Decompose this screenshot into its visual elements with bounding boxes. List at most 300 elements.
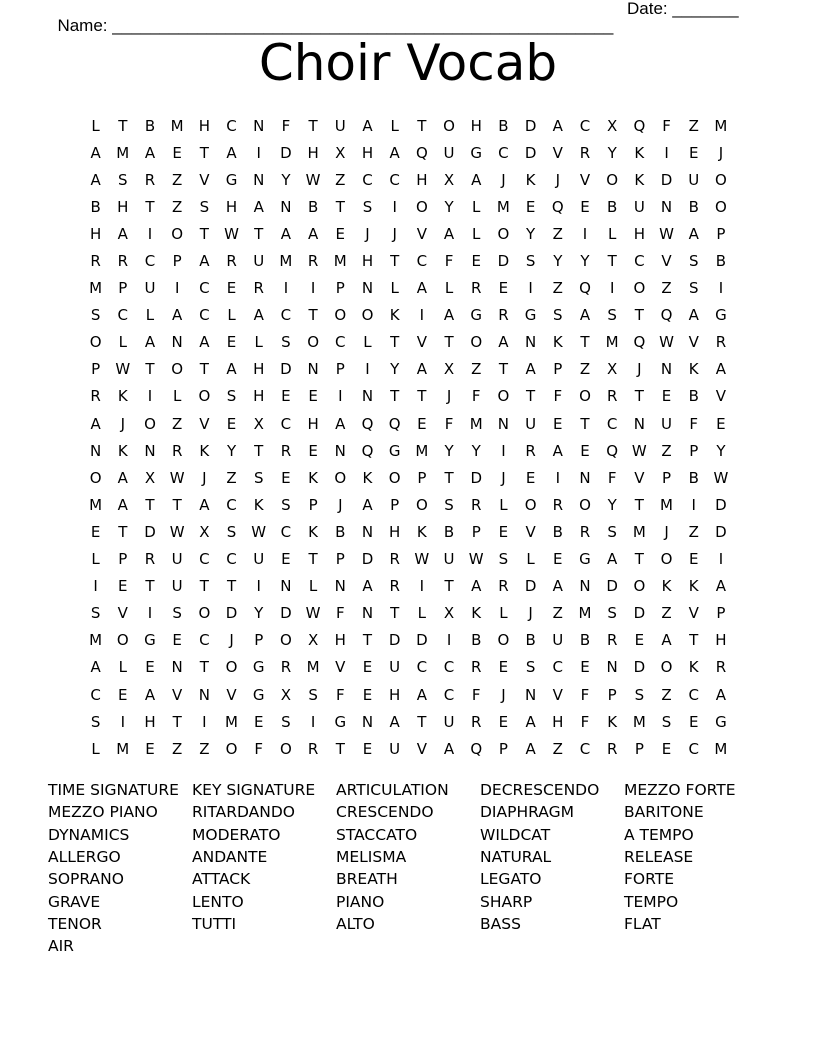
grid-letter: A	[525, 739, 536, 758]
grid-letter: J	[718, 143, 724, 162]
grid-letter: O	[198, 604, 211, 623]
grid-letter: T	[417, 116, 427, 135]
grid-row	[82, 166, 735, 193]
grid-letter: R	[280, 441, 292, 460]
grid-letter: C	[416, 252, 428, 271]
letter-grid	[82, 112, 735, 762]
grid-letter: N	[89, 441, 102, 460]
grid-letter: B	[443, 522, 455, 541]
grid-letter: I	[147, 604, 153, 623]
grid-letter: I	[256, 577, 261, 596]
grid-letter: N	[361, 712, 374, 731]
grid-letter: R	[307, 252, 319, 271]
grid-letter: K	[525, 170, 536, 189]
grid-letter: O	[579, 495, 591, 514]
grid-letter: K	[634, 143, 645, 162]
grid-letter: K	[416, 522, 427, 541]
grid-letter: L	[499, 495, 508, 514]
grid-letter: A	[199, 495, 210, 514]
grid-letter: A	[144, 333, 156, 352]
grid-letter: H	[89, 224, 102, 243]
grid-letter: T	[308, 306, 318, 325]
grid-letter: T	[634, 387, 644, 406]
word-list-item: ARTICULATION	[336, 781, 449, 800]
grid-letter: A	[471, 577, 482, 596]
grid-letter: P	[417, 468, 427, 487]
word-row	[48, 779, 788, 801]
grid-letter: S	[118, 170, 128, 189]
grid-letter: L	[390, 116, 399, 135]
grid-letter: E	[226, 279, 237, 298]
grid-letter: O	[171, 224, 184, 243]
grid-letter: A	[552, 577, 563, 596]
grid-letter: J	[501, 468, 506, 487]
grid-letter: O	[660, 658, 673, 677]
grid-letter: V	[579, 170, 591, 189]
grid-letter: I	[582, 224, 588, 243]
grid-letter: E	[362, 685, 373, 704]
grid-letter: F	[689, 414, 699, 433]
grid-letter: A	[416, 685, 427, 704]
grid-letter: H	[416, 170, 428, 189]
grid-letter: E	[580, 441, 590, 460]
grid-letter: U	[443, 712, 455, 731]
grid-letter: H	[361, 143, 374, 162]
grid-letter: E	[226, 333, 237, 352]
grid-letter: D	[524, 577, 537, 596]
grid-letter: L	[118, 658, 127, 677]
grid-letter: A	[253, 197, 264, 216]
grid-letter: T	[634, 550, 644, 569]
grid-letter: T	[172, 495, 182, 514]
grid-letter: Y	[607, 495, 617, 514]
grid-letter: E	[580, 658, 590, 677]
word-list-item: TUTTI	[192, 914, 237, 933]
grid-letter: T	[390, 387, 400, 406]
grid-letter: S	[444, 495, 454, 514]
grid-letter: R	[552, 495, 563, 514]
grid-letter: S	[90, 712, 101, 731]
grid-letter: Y	[254, 604, 264, 623]
grid-letter: F	[335, 685, 345, 704]
grid-letter: S	[253, 468, 264, 487]
grid-letter: Y	[281, 170, 291, 189]
grid-letter: Z	[661, 685, 672, 704]
grid-letter: S	[661, 712, 672, 731]
grid-letter: H	[253, 360, 265, 379]
grid-letter: P	[91, 360, 101, 379]
grid-letter: E	[308, 441, 318, 460]
grid-letter: J	[202, 468, 207, 487]
grid-letter: L	[308, 577, 318, 596]
grid-letter: E	[118, 577, 128, 596]
grid-letter: T	[444, 468, 454, 487]
grid-letter: R	[715, 333, 727, 352]
date-field-label: Date: _______	[627, 0, 739, 18]
grid-letter: R	[525, 441, 536, 460]
grid-letter: F	[281, 116, 291, 135]
word-list-item: MELISMA	[336, 848, 407, 867]
grid-letter: U	[688, 170, 700, 189]
grid-letter: R	[90, 387, 101, 406]
grid-letter: Z	[199, 739, 210, 758]
grid-letter: W	[169, 468, 185, 487]
grid-letter: A	[525, 712, 536, 731]
grid-letter: K	[688, 658, 699, 677]
grid-letter: Q	[606, 441, 619, 460]
grid-letter: D	[524, 116, 537, 135]
grid-letter: C	[579, 739, 591, 758]
grid-letter: L	[91, 739, 100, 758]
grid-letter: S	[498, 550, 509, 569]
grid-letter: L	[472, 224, 481, 243]
grid-letter: A	[172, 306, 183, 325]
grid-letter: T	[254, 441, 264, 460]
grid-letter: F	[335, 604, 345, 623]
grid-letter: N	[579, 468, 591, 487]
grid-letter: C	[362, 170, 373, 189]
grid-letter: T	[362, 631, 373, 650]
grid-letter: F	[254, 739, 264, 758]
grid-letter: D	[715, 522, 727, 541]
grid-letter: F	[580, 712, 590, 731]
grid-letter: I	[365, 360, 370, 379]
grid-letter: C	[606, 414, 618, 433]
grid-letter: G	[715, 306, 727, 325]
grid-letter: O	[334, 468, 347, 487]
grid-letter: D	[144, 522, 156, 541]
grid-letter: I	[147, 224, 153, 243]
grid-letter: L	[254, 333, 263, 352]
grid-letter: I	[691, 495, 696, 514]
grid-letter: O	[660, 550, 673, 569]
grid-row	[82, 275, 735, 302]
grid-letter: A	[226, 143, 237, 162]
grid-letter: N	[171, 658, 183, 677]
grid-letter: F	[471, 685, 481, 704]
grid-letter: A	[661, 631, 672, 650]
grid-letter: K	[117, 387, 128, 406]
grid-letter: X	[253, 414, 264, 433]
grid-letter: P	[390, 495, 400, 514]
grid-letter: Z	[661, 441, 672, 460]
grid-letter: M	[496, 197, 510, 216]
grid-letter: Q	[470, 739, 483, 758]
grid-letter: C	[280, 414, 292, 433]
grid-letter: A	[307, 224, 319, 243]
grid-letter: S	[553, 306, 563, 325]
grid-letter: T	[254, 224, 264, 243]
grid-letter: T	[444, 333, 454, 352]
grid-row	[82, 735, 735, 762]
grid-letter: R	[606, 387, 618, 406]
grid-letter: U	[443, 143, 455, 162]
grid-letter: P	[308, 495, 318, 514]
grid-letter: G	[225, 170, 238, 189]
grid-letter: H	[117, 197, 129, 216]
grid-letter: N	[307, 360, 319, 379]
grid-letter: A	[199, 252, 210, 271]
word-row	[48, 824, 788, 846]
grid-letter: G	[579, 550, 591, 569]
grid-letter: V	[552, 685, 563, 704]
grid-letter: M	[632, 522, 646, 541]
grid-letter: G	[252, 658, 265, 677]
word-list-item: KEY SIGNATURE	[192, 781, 316, 800]
grid-letter: R	[307, 739, 319, 758]
grid-letter: C	[199, 306, 210, 325]
grid-letter: R	[471, 712, 482, 731]
grid-letter: X	[443, 170, 455, 189]
grid-letter: T	[145, 197, 155, 216]
grid-letter: E	[688, 712, 699, 731]
grid-letter: D	[633, 604, 646, 623]
grid-letter: D	[280, 360, 292, 379]
grid-letter: I	[283, 279, 289, 298]
grid-letter: G	[524, 306, 537, 325]
grid-letter: X	[607, 116, 618, 135]
grid-letter: X	[335, 143, 346, 162]
grid-letter: E	[553, 414, 563, 433]
grid-letter: A	[280, 224, 292, 243]
grid-letter: S	[362, 197, 373, 216]
grid-letter: N	[280, 197, 292, 216]
grid-letter: J	[528, 604, 533, 623]
grid-letter: T	[118, 116, 128, 135]
word-list	[48, 779, 788, 957]
grid-letter: T	[199, 577, 209, 596]
grid-letter: N	[171, 333, 183, 352]
grid-letter: C	[443, 658, 455, 677]
grid-letter: R	[117, 252, 128, 271]
grid-letter: O	[116, 631, 129, 650]
grid-letter: I	[338, 387, 343, 406]
word-list-item: RELEASE	[624, 848, 694, 867]
grid-letter: F	[471, 387, 481, 406]
grid-letter: K	[308, 468, 319, 487]
grid-letter: K	[389, 306, 400, 325]
grid-row	[82, 708, 735, 735]
grid-letter: R	[471, 658, 482, 677]
grid-letter: I	[93, 577, 98, 596]
grid-letter: I	[310, 279, 316, 298]
grid-row	[82, 410, 735, 437]
grid-letter: U	[525, 414, 537, 433]
word-list-item: ALTO	[336, 914, 375, 933]
grid-letter: R	[606, 739, 618, 758]
grid-letter: R	[90, 252, 101, 271]
grid-letter: C	[634, 252, 645, 271]
word-list-item: NATURAL	[480, 848, 552, 867]
grid-letter: E	[226, 414, 237, 433]
grid-letter: W	[414, 550, 430, 569]
grid-letter: E	[362, 739, 373, 758]
grid-letter: M	[116, 143, 130, 162]
grid-letter: E	[172, 631, 182, 650]
grid-letter: E	[580, 197, 590, 216]
grid-letter: X	[144, 468, 156, 487]
grid-letter: E	[525, 468, 536, 487]
grid-letter: Z	[335, 170, 346, 189]
grid-letter: R	[579, 143, 591, 162]
grid-letter: H	[307, 414, 319, 433]
word-list-item: TENOR	[48, 914, 102, 933]
grid-letter: O	[388, 468, 401, 487]
grid-letter: U	[661, 414, 673, 433]
grid-letter: I	[664, 143, 669, 162]
grid-letter: M	[605, 333, 619, 352]
word-row	[48, 913, 788, 935]
grid-letter: H	[633, 224, 645, 243]
grid-letter: Y	[553, 252, 563, 271]
grid-letter: O	[307, 333, 319, 352]
word-list-item: ALLERGO	[48, 848, 121, 867]
grid-letter: R	[253, 279, 264, 298]
grid-letter: A	[117, 495, 128, 514]
grid-letter: S	[688, 252, 699, 271]
grid-letter: C	[226, 116, 237, 135]
grid-letter: C	[199, 550, 210, 569]
grid-letter: E	[335, 224, 346, 243]
grid-letter: I	[419, 306, 425, 325]
word-list-item: DECRESCENDO	[480, 781, 600, 800]
grid-letter: A	[90, 414, 101, 433]
grid-letter: T	[417, 387, 427, 406]
grid-letter: E	[661, 387, 672, 406]
grid-letter: E	[688, 550, 699, 569]
grid-letter: N	[361, 604, 374, 623]
grid-letter: E	[172, 143, 182, 162]
grid-letter: A	[715, 685, 727, 704]
word-list-item: BREATH	[336, 870, 398, 889]
grid-letter: V	[416, 333, 427, 352]
grid-letter: E	[525, 197, 536, 216]
grid-letter: C	[552, 658, 564, 677]
grid-letter: Q	[415, 143, 428, 162]
grid-letter: B	[688, 197, 699, 216]
grid-letter: H	[389, 522, 401, 541]
grid-letter: I	[501, 441, 506, 460]
grid-letter: Y	[471, 441, 481, 460]
grid-letter: B	[335, 522, 346, 541]
grid-letter: S	[607, 604, 617, 623]
grid-letter: F	[607, 468, 617, 487]
grid-letter: W	[115, 360, 131, 379]
grid-letter: O	[89, 468, 102, 487]
grid-letter: W	[659, 224, 674, 243]
grid-letter: E	[281, 468, 291, 487]
grid-letter: E	[498, 279, 509, 298]
grid-letter: O	[715, 197, 727, 216]
grid-letter: D	[633, 658, 646, 677]
grid-letter: T	[308, 116, 318, 135]
grid-letter: J	[501, 685, 506, 704]
grid-letter: N	[253, 170, 265, 189]
grid-letter: T	[390, 252, 400, 271]
grid-letter: U	[443, 550, 455, 569]
grid-letter: G	[334, 712, 347, 731]
grid-letter: G	[470, 143, 483, 162]
grid-letter: R	[498, 577, 509, 596]
grid-letter: T	[145, 360, 155, 379]
grid-letter: O	[89, 333, 102, 352]
grid-letter: I	[256, 143, 261, 162]
grid-letter: H	[334, 631, 346, 650]
grid-letter: V	[688, 333, 699, 352]
grid-letter: T	[199, 360, 209, 379]
grid-letter: E	[471, 252, 481, 271]
grid-letter: K	[253, 495, 264, 514]
grid-letter: W	[305, 170, 321, 189]
grid-letter: R	[226, 252, 237, 271]
grid-letter: B	[525, 631, 536, 650]
grid-letter: B	[688, 387, 699, 406]
word-list-item: GRAVE	[48, 892, 101, 911]
grid-letter: S	[525, 658, 536, 677]
grid-letter: H	[470, 116, 482, 135]
grid-letter: L	[172, 387, 182, 406]
grid-letter: O	[225, 658, 238, 677]
grid-letter: Z	[661, 279, 672, 298]
grid-letter: G	[715, 712, 727, 731]
grid-letter: Q	[388, 414, 401, 433]
grid-letter: V	[335, 658, 346, 677]
grid-letter: B	[471, 631, 482, 650]
grid-row	[82, 329, 735, 356]
grid-letter: O	[524, 495, 537, 514]
grid-letter: C	[199, 631, 210, 650]
grid-letter: B	[715, 252, 727, 271]
grid-letter: U	[552, 631, 564, 650]
grid-letter: U	[633, 197, 645, 216]
grid-letter: A	[443, 739, 455, 758]
grid-letter: L	[145, 306, 155, 325]
grid-letter: A	[715, 360, 727, 379]
grid-letter: I	[120, 712, 125, 731]
grid-letter: O	[715, 170, 727, 189]
grid-letter: G	[144, 631, 156, 650]
grid-letter: E	[634, 631, 645, 650]
grid-letter: T	[199, 143, 209, 162]
grid-letter: F	[444, 414, 454, 433]
grid-letter: M	[415, 441, 429, 460]
grid-letter: L	[472, 197, 481, 216]
grid-letter: H	[225, 197, 238, 216]
word-row	[48, 801, 788, 823]
grid-letter: A	[362, 495, 373, 514]
grid-letter: A	[443, 224, 455, 243]
grid-letter: X	[607, 360, 618, 379]
grid-letter: R	[715, 658, 727, 677]
grid-letter: M	[225, 712, 238, 731]
grid-letter: V	[552, 143, 563, 162]
grid-letter: T	[172, 712, 182, 731]
word-list-item: SHARP	[480, 892, 533, 911]
grid-letter: S	[308, 685, 318, 704]
grid-letter: R	[144, 170, 156, 189]
grid-letter: P	[607, 685, 617, 704]
grid-letter: B	[144, 116, 156, 135]
grid-letter: N	[144, 441, 156, 460]
grid-letter: U	[253, 550, 265, 569]
grid-letter: R	[280, 658, 292, 677]
grid-letter: S	[90, 306, 101, 325]
grid-letter: S	[226, 387, 237, 406]
grid-letter: T	[335, 739, 345, 758]
grid-row	[82, 627, 735, 654]
word-list-item: MODERATO	[192, 825, 281, 844]
grid-letter: C	[90, 685, 101, 704]
